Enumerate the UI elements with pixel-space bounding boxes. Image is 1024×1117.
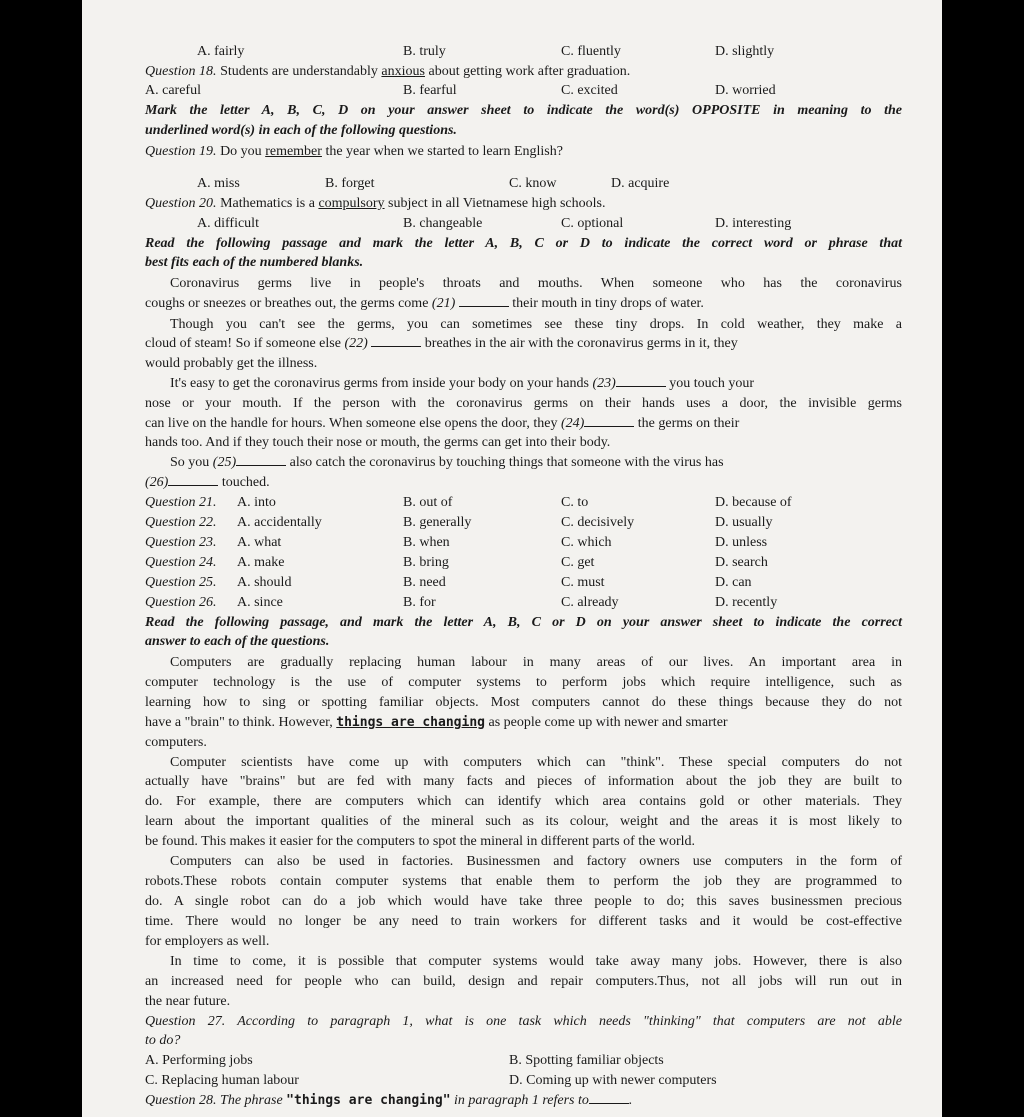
q27-option-a[interactable]: A. Performing jobs (145, 1053, 253, 1068)
passage2-line: robots.These robots contain computer systems that enable them to perform the job they are programmed to (145, 874, 902, 889)
option-c[interactable]: C. already (561, 595, 619, 610)
passage1-line (145, 473, 902, 492)
option-b[interactable]: B. for (403, 595, 436, 610)
instruction-cloze-line1: Read the following passage and mark the letter A, B, C or D to indicate the correct word or phrase that (145, 236, 902, 251)
blank-25-number: (25) (212, 455, 237, 470)
underlined-phrase: things are changing (336, 715, 485, 730)
q20-option-b[interactable]: B. changeable (403, 216, 483, 231)
option-b[interactable]: B. out of (403, 495, 453, 510)
passage1-text: their mouth in tiny drops of water. (508, 296, 704, 311)
passage2-line: time. There would no longer be any need to train workers for different tasks and it would be cost-effective (145, 914, 902, 929)
option-c[interactable]: C. which (561, 535, 612, 550)
option-d[interactable]: D. because of (715, 495, 792, 510)
option-a[interactable]: A. into (237, 495, 276, 510)
option-c[interactable]: C. must (561, 575, 605, 590)
blank-26[interactable] (168, 473, 218, 486)
passage1-line: hands too. And if they touch their nose or mouth, the germs can get into their body. (145, 435, 611, 450)
blank-21[interactable] (459, 294, 509, 307)
option-c[interactable]: C. to (561, 495, 589, 510)
q28-period: . (628, 1093, 633, 1108)
passage2-line: actually have "brains" but are fed with many facts and pieces of information about the job they are built to (145, 774, 902, 789)
q20-option-d[interactable]: D. interesting (715, 216, 792, 231)
option-b[interactable]: B. need (403, 575, 446, 590)
q20-text: Mathematics is a (216, 196, 319, 211)
passage2-text: have a "brain" to think. However, (145, 715, 337, 730)
passage1-line (145, 414, 902, 433)
q18-option-b[interactable]: B. fearful (403, 83, 457, 98)
passage1-text: can live on the handle for hours. When someone else opens the door, they (145, 416, 561, 431)
passage1-line (145, 294, 902, 313)
passage2-line: learning how to sing or spotting familiar objects. Most computers cannot do these things because they do not (145, 695, 902, 710)
q27-stem-line2: to do? (145, 1033, 181, 1048)
q19-option-c[interactable]: C. know (509, 176, 557, 191)
q17-option-d[interactable]: D. slightly (715, 44, 775, 59)
q18-underlined-word: anxious (381, 64, 425, 79)
q28-phrase: "things are changing" (286, 1093, 451, 1108)
passage1-line: Though you can't see the germs, you can sometimes see these tiny drops. In cold weather, they make a (170, 317, 902, 332)
q18-option-a[interactable]: A. careful (145, 83, 201, 98)
passage2-line: learn about the important qualities of the mineral such as its colour, weight and the areas it is most likely to (145, 814, 902, 829)
option-a[interactable]: A. should (237, 575, 292, 590)
blank-23-number: (23) (592, 376, 616, 391)
q18-stem (145, 62, 902, 81)
passage1-line: Coronavirus germs live in people's throats and mouths. When someone who has the coronavirus (170, 276, 902, 291)
q28-blank[interactable] (589, 1091, 629, 1104)
passage1-line (145, 334, 902, 353)
instruction-opposite-line2: underlined word(s) in each of the following questions. (145, 123, 457, 138)
option-d[interactable]: D. search (715, 555, 768, 570)
option-a[interactable]: A. make (237, 555, 285, 570)
q28-text: Question 28. The phrase (145, 1093, 287, 1108)
passage1-line (170, 374, 927, 393)
passage1-text: coughs or sneezes or breathes out, the germs come (145, 296, 432, 311)
instruction-opposite-line1: Mark the letter A, B, C, D on your answer sheet to indicate the word(s) OPPOSITE in meaning to the (145, 103, 902, 118)
q28-text-end: in paragraph 1 refers to (450, 1093, 589, 1108)
q27-option-d[interactable]: D. Coming up with newer computers (509, 1073, 717, 1088)
option-a[interactable]: A. what (237, 535, 282, 550)
q19-stem (145, 142, 902, 161)
q20-option-a[interactable]: A. difficult (197, 216, 259, 231)
blank-22-number: (22) (344, 336, 368, 351)
blank-25[interactable] (236, 453, 286, 466)
passage2-line: an increased need for people who can build, design and repair computers.Thus, not all jobs will run out in (145, 974, 902, 989)
option-b[interactable]: B. when (403, 535, 450, 550)
question-label: Question 25. (145, 575, 217, 590)
passage1-text: touched. (218, 475, 270, 490)
passage2-line (145, 713, 902, 732)
question-label: Question 26. (145, 595, 217, 610)
option-d[interactable]: D. unless (715, 535, 768, 550)
passage1-text: cloud of steam! So if someone else (145, 336, 345, 351)
q20-underlined-word: compulsory (318, 196, 385, 211)
q19-option-a[interactable]: A. miss (197, 176, 240, 191)
passage1-text: breathes in the air with the coronavirus germs in it, they (421, 336, 738, 351)
passage1-text: So you (170, 455, 213, 470)
q19-label: Question 19. (145, 144, 217, 159)
option-a[interactable]: A. since (237, 595, 283, 610)
q18-option-d[interactable]: D. worried (715, 83, 776, 98)
passage2-line: be found. This makes it easier for the computers to spot the mineral in different parts of the world. (145, 834, 696, 849)
option-d[interactable]: D. recently (715, 595, 778, 610)
question-label: Question 24. (145, 555, 217, 570)
blank-22[interactable] (371, 334, 421, 347)
blank-24[interactable] (584, 414, 634, 427)
q19-text: Do you (216, 144, 266, 159)
blank-23[interactable] (616, 374, 666, 387)
passage2-line: do. For example, there are computers which can identify which area contains gold or other materials. They (145, 794, 902, 809)
passage1-line: nose or your mouth. If the person with the coronavirus germs on their hands uses a door, the invisible germs (145, 396, 902, 411)
q17-option-a[interactable]: A. fairly (197, 44, 245, 59)
q27-option-b[interactable]: B. Spotting familiar objects (509, 1053, 664, 1068)
option-a[interactable]: A. accidentally (237, 515, 322, 530)
q19-underlined-word: remember (265, 144, 322, 159)
q18-text: Students are understandably (216, 64, 382, 79)
option-c[interactable]: C. get (561, 555, 595, 570)
blank-21-number: (21) (431, 296, 456, 311)
q18-option-c[interactable]: C. excited (561, 83, 618, 98)
question-label: Question 23. (145, 535, 217, 550)
passage2-line: computer technology is the use of computer systems to perform jobs which require intelligence, such as (145, 675, 902, 690)
q20-stem (145, 194, 902, 213)
option-d[interactable]: D. usually (715, 515, 773, 530)
q27-stem-line1: Question 27. According to paragraph 1, what is one task which needs "thinking" that computers are not able (145, 1014, 902, 1029)
option-b[interactable]: B. bring (403, 555, 449, 570)
q27-option-c[interactable]: C. Replacing human labour (145, 1073, 299, 1088)
question-label: Question 21. (145, 495, 217, 510)
passage1-line: would probably get the illness. (145, 356, 318, 371)
passage2-line: for employers as well. (145, 934, 270, 949)
q28-stem (145, 1091, 902, 1110)
blank-26-number: (26) (145, 475, 169, 490)
q18-label: Question 18. (145, 64, 217, 79)
q18-text-end: about getting work after graduation. (424, 64, 631, 79)
option-b[interactable]: B. generally (403, 515, 472, 530)
option-c[interactable]: C. decisively (561, 515, 635, 530)
question-label: Question 22. (145, 515, 217, 530)
passage2-line: Computers are gradually replacing human labour in many areas of our lives. An important area in (170, 655, 902, 670)
blank-24-number: (24) (560, 416, 585, 431)
q17-option-b[interactable]: B. truly (403, 44, 446, 59)
passage2-line: do. A single robot can do a job which would have take three people to do; this saves businessmen precious (145, 894, 902, 909)
instruction-reading-line1: Read the following passage, and mark the letter A, B, C or D on your answer sheet to indicate the correct (145, 615, 902, 630)
passage1-text: also catch the coronavirus by touching things that someone with the virus has (286, 455, 724, 470)
passage1-text: the germs on their (634, 416, 740, 431)
passage1-text: you touch your (665, 376, 755, 391)
q17-option-c[interactable]: C. fluently (561, 44, 621, 59)
q20-label: Question 20. (145, 196, 217, 211)
passage2-line: Computers can also be used in factories. Businessmen and factory owners use computers in the form of (170, 854, 902, 869)
passage2-line: Computer scientists have come up with computers which can "think". These special computers do not (170, 755, 902, 770)
q20-option-c[interactable]: C. optional (561, 216, 624, 231)
q19-text-end: the year when we started to learn English? (321, 144, 563, 159)
instruction-reading-line2: answer to each of the questions. (145, 634, 330, 649)
instruction-cloze-line2: best fits each of the numbered blanks. (145, 255, 364, 270)
q19-option-b[interactable]: B. forget (325, 176, 375, 191)
passage1-text: It's easy to get the coronavirus germs from inside your body on your hands (170, 376, 593, 391)
q20-text-end: subject in all Vietnamese high schools. (384, 196, 606, 211)
passage2-line: the near future. (145, 994, 231, 1009)
passage2-line: In time to come, it is possible that computer systems would take away many jobs. However, there is also (170, 954, 902, 969)
q19-option-d[interactable]: D. acquire (611, 176, 670, 191)
exam-page (82, 0, 942, 1117)
passage2-line: computers. (145, 735, 207, 750)
option-d[interactable]: D. can (715, 575, 752, 590)
passage1-line (170, 453, 927, 472)
passage2-text: as people come up with newer and smarter (484, 715, 728, 730)
